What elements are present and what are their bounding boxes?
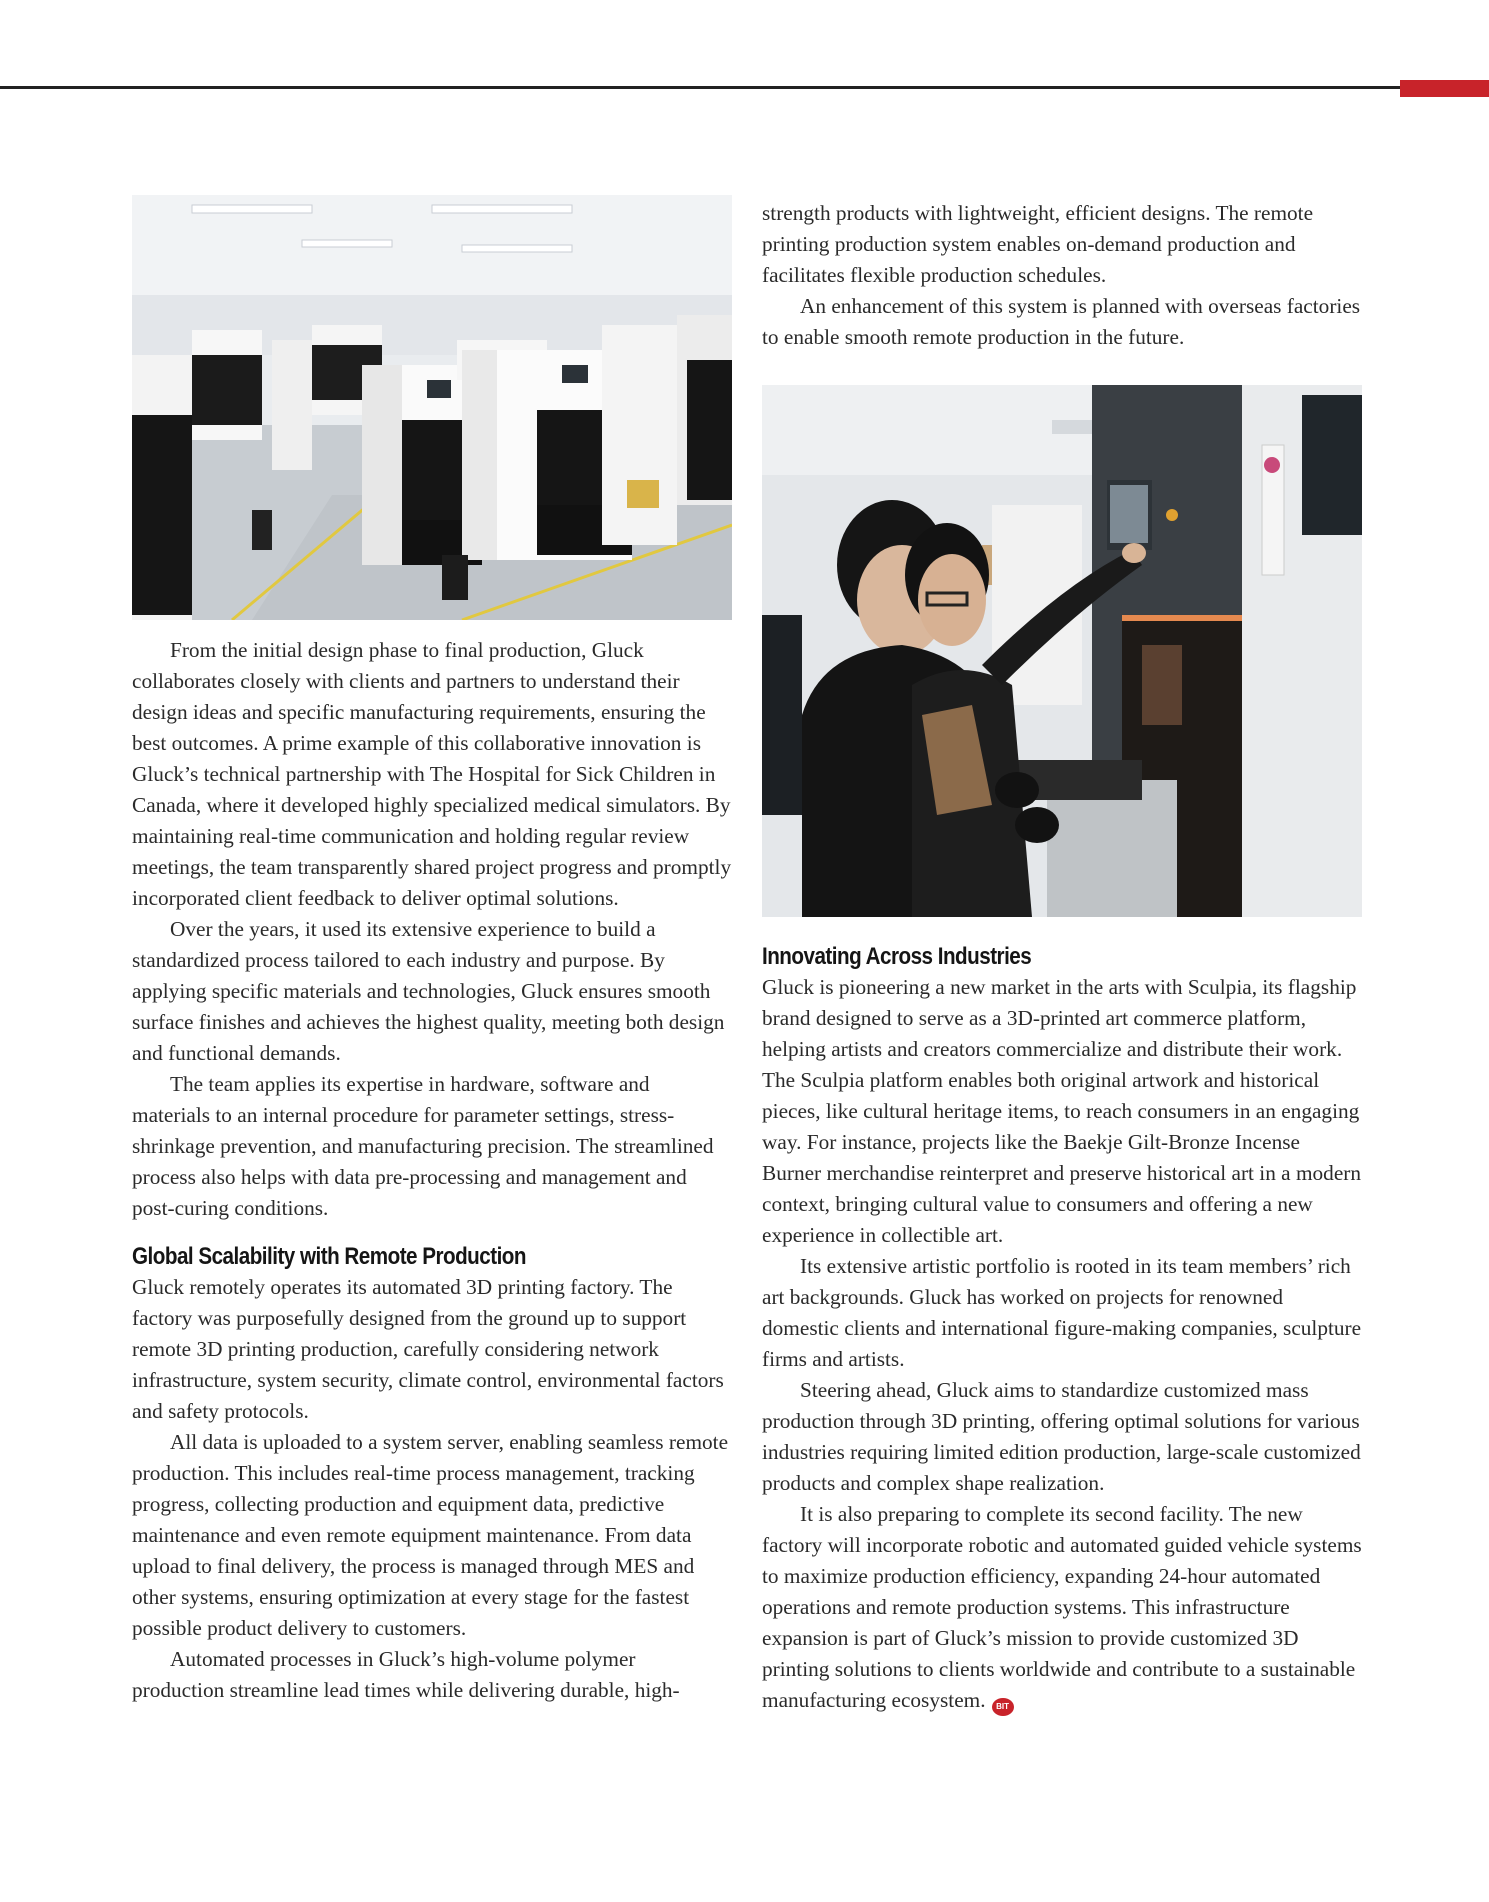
- body-paragraph-text: It is also preparing to complete its second facility. The new factory will incorporate robotic and automated guided vehicle systems to maximize production efficiency, expanding 24-hour automated operations and remote production systems. This infrastructure expansion is part of Gluck’s mission to provide customized 3D printing solutions to clients worldwide and contribute to a sustainable manufacturing ecosystem.: [762, 1502, 1362, 1712]
- body-paragraph: All data is uploaded to a system server, enabling seamless remote production. This includes real-time process management, tracking progress, collecting production and equipment data, predictive maintenance and even remote equipment maintenance. From data upload to final delivery, the process is managed through MES and other systems, ensuring optimization at every stage for the fastest possible product delivery to customers.: [132, 1430, 729, 1640]
- body-paragraph: Steering ahead, Gluck aims to standardize customized mass production through 3D printing, offering optimal solutions for various industries requiring limited edition production, large-scale customized products and complex shape realization.: [762, 1378, 1361, 1495]
- body-paragraph: An enhancement of this system is planned with overseas factories to enable smooth remote production in the future.: [762, 294, 1361, 349]
- body-paragraph: Its extensive artistic portfolio is rooted in its team members’ rich art backgrounds. Gluck has worked on projects for renowned domestic clients and international figure-making companies, sculpture firms and artists.: [762, 1254, 1362, 1371]
- header-rule: [0, 86, 1489, 89]
- body-paragraph: From the initial design phase to final production, Gluck collaborates closely with clients and partners to understand their design ideas and specific manufacturing requirements, ensuring the best outcomes. A prime example of this collaborative innovation is Gluck’s technical partnership with The Hospital for Sick Children in Canada, where it developed highly specialized medical simulators. By maintaining real-time communication and holding regular review meetings, the team transparently shared project progress and promptly incorporated client feedback to deliver optimal solutions.: [132, 638, 732, 910]
- body-paragraph: strength products with lightweight, efficient designs. The remote printing production system enables on-demand production and facilitates flexible production schedules.: [762, 201, 1314, 287]
- section-heading-innovating-across-industries: Innovating Across Industries: [762, 943, 1032, 970]
- section-heading-global-scalability: Global Scalability with Remote Production: [132, 1243, 527, 1270]
- right-column-bottom: [762, 941, 1362, 1716]
- operators-at-printer-photo: [762, 385, 1362, 917]
- body-paragraph: Automated processes in Gluck’s high-volume polymer production streamline lead times while delivering durable, high-: [132, 1647, 680, 1702]
- body-paragraph: Gluck remotely operates its automated 3D printing factory. The factory was purposefully designed from the ground up to support remote 3D printing production, carefully considering network infrastructure, system security, climate control, environmental factors and safety protocols.: [132, 1275, 724, 1423]
- body-paragraph: The team applies its expertise in hardware, software and materials to an internal procedure for parameter settings, stress-shrinkage prevention, and manufacturing precision. The streamlined process also helps with data pre-processing and management and post-curing conditions.: [132, 1072, 714, 1220]
- body-paragraph: Gluck is pioneering a new market in the arts with Sculpia, its flagship brand designed to serve as a 3D-printed art commerce platform, helping artists and creators commercialize and distribute their work. The Sculpia platform enables both original artwork and historical pieces, like cultural heritage items, to reach consumers in an engaging way. For instance, projects like the Baekje Gilt-Bronze Incense Burner merchandise reinterpret and preserve historical art in a modern context, bringing cultural value to consumers and offering a new experience in collectible art.: [762, 975, 1362, 1247]
- left-column: [132, 635, 732, 1706]
- body-paragraph: [762, 1499, 1362, 1716]
- factory-printers-photo: [132, 195, 732, 620]
- end-of-article-icon: BIT: [992, 1698, 1014, 1716]
- header-accent-bar: [1400, 80, 1489, 97]
- right-column-top: [762, 198, 1362, 353]
- body-paragraph: Over the years, it used its extensive experience to build a standardized process tailored to each industry and purpose. By applying specific materials and technologies, Gluck ensures smooth surface finishes and achieves the highest quality, meeting both design and functional demands.: [132, 917, 725, 1065]
